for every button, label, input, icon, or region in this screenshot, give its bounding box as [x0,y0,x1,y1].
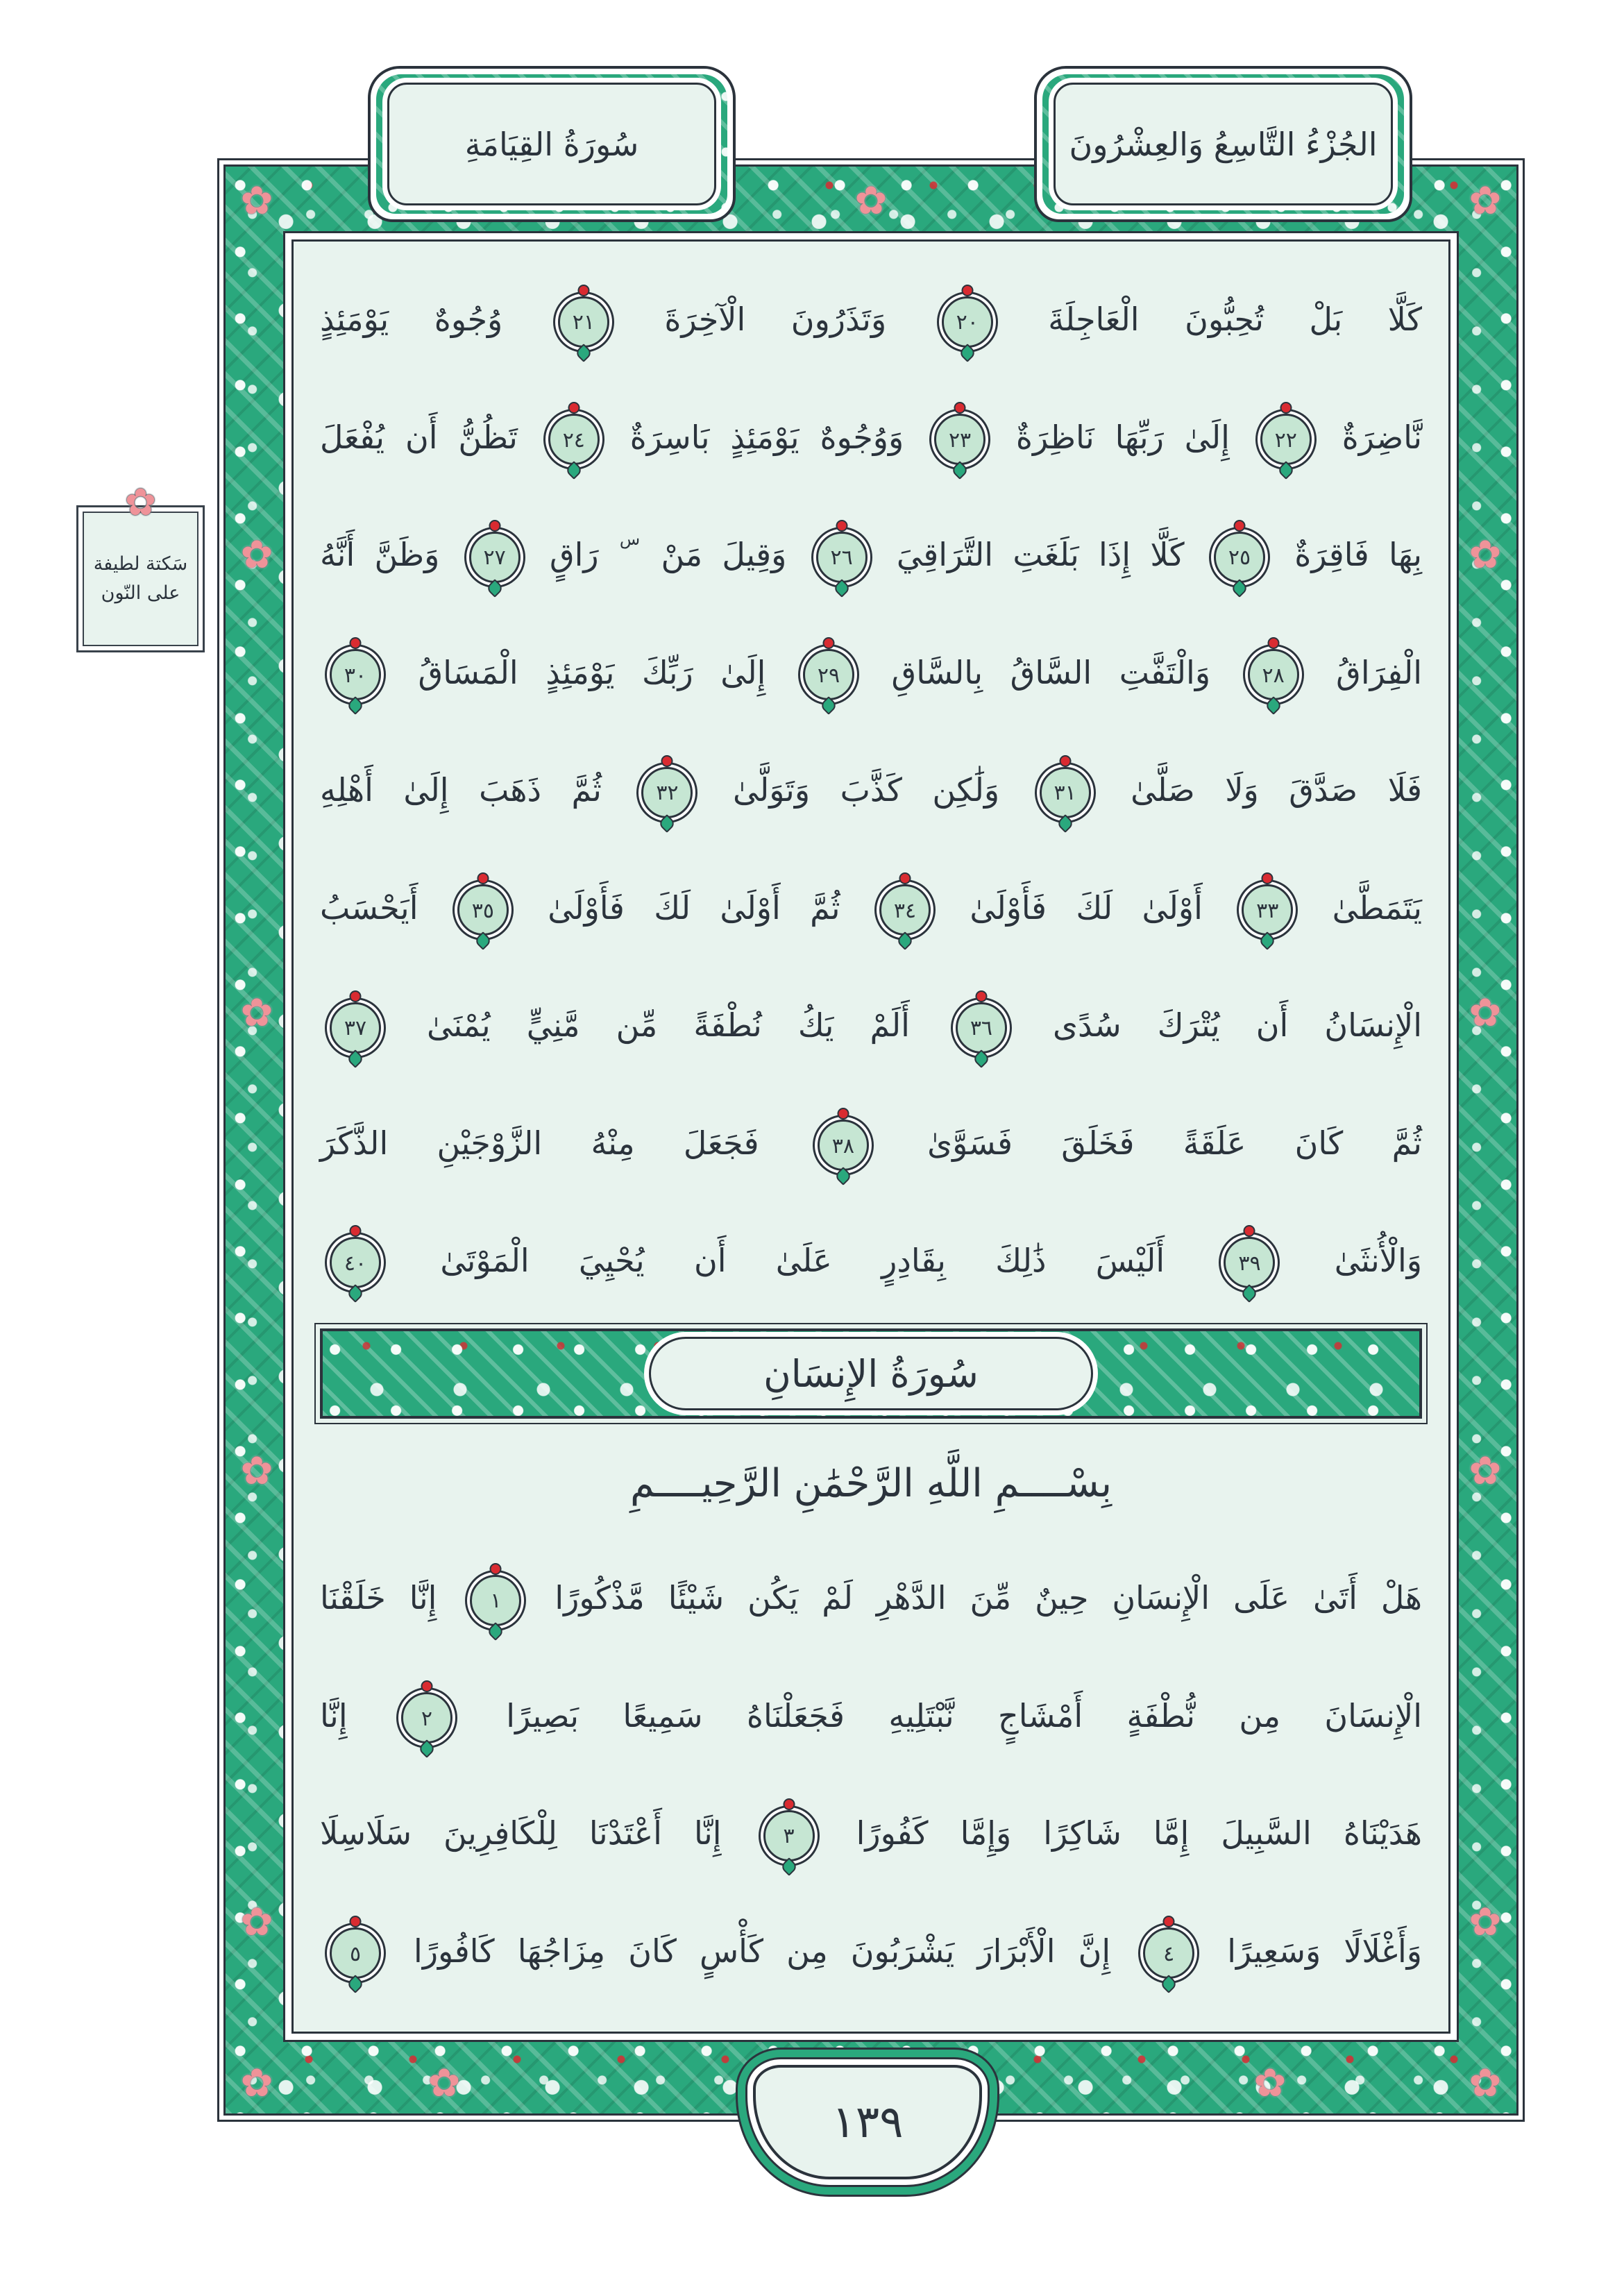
border-flower-icon: ✿ [1469,2061,1502,2106]
border-flower-icon: ✿ [240,2061,273,2106]
juz-tab [1034,66,1412,222]
aya-text: الْإِنسَانُ أَن يُتْرَكَ سُدًى [1052,1006,1422,1045]
aya-number: ٢٨ [1262,663,1285,688]
border-flower-icon: ✿ [1469,532,1502,577]
aya-text: أَيَحْسَبُ [320,888,418,927]
aya-marker [330,1237,381,1288]
surah-name-tab [368,66,736,222]
aya-number: ٢٦ [830,546,853,571]
aya-marker [1214,532,1265,583]
quran-line [320,1091,1422,1195]
quran-line [320,1899,1422,2003]
aya-text: هَلْ أَتَىٰ عَلَى الْإِنسَانِ حِينٌ مِّنَ الدَّهْرِ لَمْ يَكُن شَيْئًا مَّذْكُورًا [555,1579,1422,1617]
aya-marker [548,414,600,465]
surah-banner-title: سُورَةُ الإِنسَانِ [649,1337,1093,1410]
aya-marker [942,296,993,348]
aya-text: إِلَىٰ رَبِّكَ يَوْمَئِذٍ الْمَسَاقُ [418,653,766,691]
surah-banner [320,1328,1422,1419]
aya-text: يَتَمَطَّىٰ [1332,888,1422,927]
aya-text: ثُمَّ أَوْلَىٰ لَكَ فَأَوْلَىٰ [548,888,840,927]
aya-text: وَظَنَّ أَنَّهُ [320,536,440,574]
aya-marker [1143,1927,1194,1979]
aya-marker [1242,884,1293,936]
border-flower-icon: ✿ [1253,2061,1287,2106]
text-panel [291,239,1450,2034]
aya-marker [803,649,854,700]
aya-text: نَّاضِرَةٌ [1342,418,1422,456]
aya-marker [470,1575,521,1626]
surah-name-label: سُورَةُ القِيَامَةِ [387,83,716,205]
aya-text: وُجُوهٌ يَوْمَئِذٍ [320,301,503,339]
margin-note [76,480,205,652]
border-flower-icon: ✿ [240,532,273,577]
aya-marker [641,767,693,818]
aya-text: رَاقٍ [549,536,599,574]
aya-text: الْفِرَاقُ [1336,653,1423,691]
aya-text: كَلَّا إِذَا بَلَغَتِ التَّرَاقِيَ [896,536,1185,574]
aya-text: أَلَيْسَ ذَٰلِكَ بِقَادِرٍ عَلَىٰ أَن يُحْيِيَ الْمَوْتَىٰ [440,1241,1165,1279]
aya-text: فَلَا صَدَّقَ وَلَا صَلَّىٰ [1131,771,1423,809]
aya-text: وَالْأُنثَىٰ [1334,1241,1423,1279]
aya-number: ٣١ [1054,781,1076,806]
aya-marker [1040,767,1091,818]
border-flower-icon: ✿ [1469,1900,1502,1945]
flower-icon: ✿ [124,480,157,524]
quran-line [320,856,1422,960]
surah-name-tab-ornament [376,74,727,214]
quran-line [320,267,1422,371]
aya-number: ٣٣ [1256,898,1279,923]
aya-text: وَأَغْلَالًا وَسَعِيرًا [1227,1932,1423,1970]
aya-text: وَلَٰكِن كَذَّبَ وَتَوَلَّىٰ [732,771,1000,809]
border-flower-icon: ✿ [240,1449,273,1494]
aya-number: ٣٠ [344,663,367,688]
border-flower-icon: ✿ [428,2061,461,2106]
aya-marker [457,884,509,936]
aya-text: أَلَمْ يَكُ نُطْفَةً مِّن مَّنِيٍّ يُمْنَىٰ [427,1006,910,1045]
aya-text: إِنَّا أَعْتَدْنَا لِلْكَافِرِينَ سَلَاسِلَا [320,1814,722,1852]
aya-marker [330,1927,381,1979]
aya-text: تَظُنُّ أَن يُفْعَلَ [320,418,518,456]
border-flower-icon: ✿ [1469,1449,1502,1494]
aya-marker [330,649,381,700]
aya-number: ٣٥ [471,898,494,923]
quran-line [320,973,1422,1077]
margin-note-line2: على النّون [101,582,180,604]
aya-text: وَتَذَرُونَ الْآخِرَةَ [664,301,887,339]
aya-number: ٢٤ [562,428,585,453]
border-flower-icon: ✿ [240,990,273,1036]
sakta-mark: س [619,530,641,550]
juz-tab-ornament [1042,74,1404,214]
aya-number: ٢٢ [1274,428,1297,453]
aya-marker [401,1692,452,1744]
aya-text: إِنَّ الْأَبْرَارَ يَشْرَبُونَ مِن كَأْسٍ كَانَ مِزَاجُهَا كَافُورًا [414,1932,1111,1970]
aya-number: ٣٩ [1238,1251,1261,1276]
aya-marker [956,1002,1007,1054]
aya-text: هَدَيْنَاهُ السَّبِيلَ إِمَّا شَاكِرًا وَإِمَّا كَفُورًا [856,1814,1423,1852]
aya-text: وَالْتَفَّتِ السَّاقُ بِالسَّاقِ [891,653,1211,691]
quran-line [320,1208,1422,1312]
border-flower-icon: ✿ [240,178,273,223]
aya-marker [558,296,609,348]
aya-text: بِهَا فَاقِرَةٌ [1294,536,1423,574]
aya-number: ١ [490,1589,502,1614]
aya-marker [763,1810,815,1862]
aya-number: ٣٨ [831,1133,855,1158]
aya-marker [816,532,868,583]
aya-number: ٢٩ [817,663,840,688]
aya-text: وَوُجُوهٌ يَوْمَئِذٍ بَاسِرَةٌ [629,418,904,456]
aya-marker [879,884,931,936]
quran-line [320,1546,1422,1650]
aya-text: ثُمَّ ذَهَبَ إِلَىٰ أَهْلِهِ [320,771,602,809]
page-number: ١٣٩ [753,2065,982,2179]
aya-marker [469,532,521,583]
border-flower-icon: ✿ [240,1900,273,1945]
aya-number: ٢١ [572,310,595,335]
aya-text: أَوْلَىٰ لَكَ فَأَوْلَىٰ [970,888,1203,927]
aya-text: إِنَّا [320,1696,348,1734]
aya-marker [330,1002,381,1054]
aya-text: إِلَىٰ رَبِّهَا نَاظِرَةٌ [1015,418,1230,456]
border-flower-icon: ✿ [854,178,888,223]
aya-number: ٢ [421,1706,433,1731]
quran-line [320,1664,1422,1768]
aya-marker [1260,414,1312,465]
aya-number: ٢٠ [956,310,979,335]
quran-line [320,738,1422,842]
quran-line [320,503,1422,607]
juz-label: الجُزْءُ التَّاسِعُ وَالعِشْرُونَ [1054,83,1393,205]
aya-number: ٥ [349,1941,362,1966]
aya-number: ٣٤ [893,898,917,923]
aya-text: إِنَّا خَلَقْنَا [320,1579,437,1617]
quran-line [320,385,1422,489]
quran-line [320,1781,1422,1885]
aya-number: ٢٣ [948,428,972,453]
aya-number: ٢٧ [483,546,506,571]
quran-line [320,621,1422,725]
aya-marker [934,414,985,465]
aya-number: ٣٦ [970,1016,993,1041]
aya-number: ٤ [1163,1941,1175,1966]
aya-number: ٣ [783,1824,795,1849]
aya-marker [818,1120,869,1171]
aya-number: ٣٧ [344,1016,367,1041]
aya-number: ٢٥ [1228,546,1251,571]
aya-text: وَقِيلَ مَنْ [661,536,787,574]
aya-number: ٣٢ [656,781,679,806]
margin-note-line1: سَكتة لطيفة [93,552,188,575]
basmala: بِسْــــمِ اللَّهِ الرَّحْمَٰنِ الرَّحِيــــمِ [629,1460,1112,1506]
aya-text: الْإِنسَانَ مِن نُّطْفَةٍ أَمْشَاجٍ نَّبْتَلِيهِ فَجَعَلْنَاهُ سَمِيعًا بَصِيرًا [506,1696,1422,1734]
aya-text: كَلَّا بَلْ تُحِبُّونَ الْعَاجِلَةَ [1048,301,1423,339]
aya-text: فَجَعَلَ مِنْهُ الزَّوْجَيْنِ الذَّكَرَ [320,1124,759,1162]
aya-number: ٤٠ [344,1251,367,1276]
border-flower-icon: ✿ [1469,178,1502,223]
aya-text: ثُمَّ كَانَ عَلَقَةً فَخَلَقَ فَسَوَّىٰ [927,1124,1422,1162]
aya-marker [1224,1237,1275,1288]
ornamental-border [226,167,1516,2113]
aya-marker [1248,649,1299,700]
border-flower-icon: ✿ [1469,990,1502,1036]
